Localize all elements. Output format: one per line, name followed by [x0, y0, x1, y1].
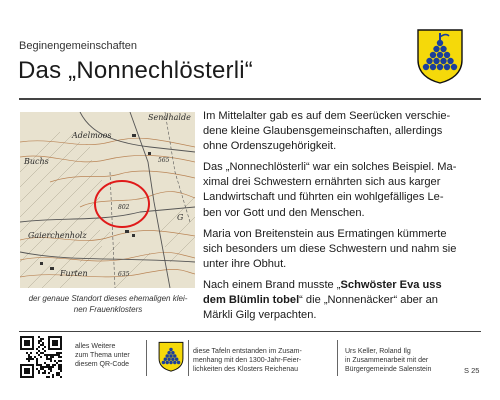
coat-of-arms-icon — [416, 28, 464, 84]
paragraph-4: Nach einem Brand musste „Schwöster Eva uss dem Blümlin tobel“ die „Nonnenäcker“ aber an Märkli Gilg verpachten. — [203, 278, 442, 322]
article-body — [203, 109, 485, 329]
map-label: 802 — [118, 204, 130, 211]
footer-separator — [337, 340, 338, 376]
map-label: Furten — [60, 269, 88, 278]
map-label: Sendhalde — [148, 113, 191, 122]
paragraph-1: Im Mittelalter gab es auf dem Seerücken verschie- dene kleine Glaubensgemeinschaften, allerdings ohne Ordenszugehörigkeit. — [203, 110, 451, 153]
header-divider — [19, 98, 481, 100]
footer-divider — [19, 331, 481, 332]
paragraph-3: Maria von Breitenstein aus Ermatingen kümmerte sich besonders um diese Schwestern und nahm sie unter ihre Obhut. — [203, 227, 457, 270]
paragraph-2: Das „Nonnechlösterli“ war ein solches Beispiel. Ma- ximal drei Schwestern ernährten sich aus karger Landwirtschaft und führten ein wohlgefälliges Le- ben vor Gott und den Menschen. — [203, 161, 457, 219]
qr-code-icon[interactable] — [20, 336, 62, 378]
historical-map — [20, 112, 195, 288]
map-label: Gaierchenholz — [28, 231, 87, 240]
footer-separator — [188, 340, 189, 376]
map-label: Adelmoos — [72, 131, 112, 140]
footer-separator — [146, 340, 147, 376]
section-kicker: Beginengemeinschaften — [19, 40, 138, 52]
map-label: G — [177, 213, 184, 222]
map-label: Buchs — [24, 157, 49, 166]
page-title: Das „Nonnechlösterli“ — [18, 57, 253, 84]
qr-note: alles Weitere zum Thema unter diesem QR-Code — [75, 343, 130, 368]
project-note: diese Tafeln entstanden im Zusam- menhang mit den 1300-Jahr-Feier- lichkeiten des Klosters Reichenau — [193, 348, 302, 373]
map-label: 635 — [118, 271, 130, 278]
map-caption: der genaue Standort dieses ehemaligen klei- nen Frauenklosters — [28, 294, 188, 314]
map-label: 565 — [158, 157, 170, 164]
coat-of-arms-small-icon — [158, 340, 184, 373]
authors-note: Urs Keller, Roland Ilg in Zusammenarbeit mit der Bürgergemeinde Salenstein — [345, 348, 432, 373]
page-number: S 25 — [464, 366, 480, 375]
